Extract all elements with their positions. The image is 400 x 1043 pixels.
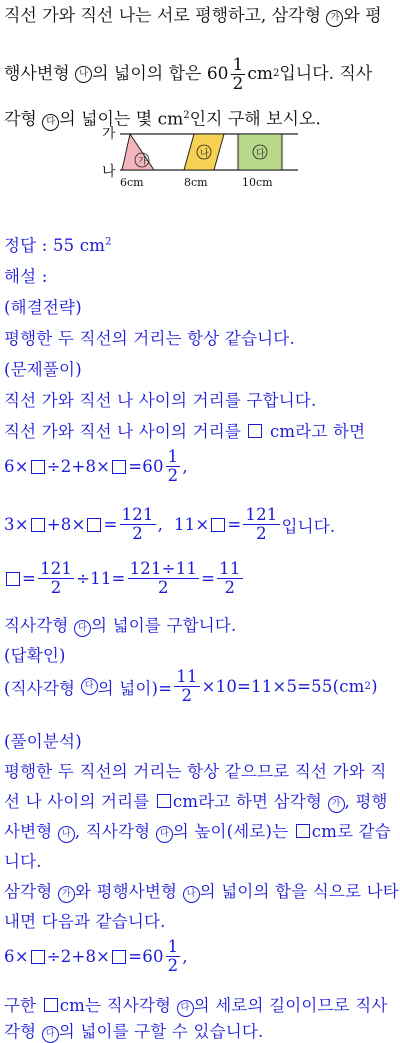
question-line3a: 각형 xyxy=(4,109,37,130)
check-part-c: ×10=11×5=55(cm xyxy=(201,677,365,696)
an8-part-c: 의 세로의 길이이므로 직사 xyxy=(193,996,388,1015)
unknown-box xyxy=(31,460,45,474)
eq2-num: 121 xyxy=(121,505,154,524)
equation-2 xyxy=(4,506,335,543)
rect-area-text-b: 의 넓이를 구합니다. xyxy=(91,616,237,635)
an8-part-b: cm는 직사각형 xyxy=(59,996,172,1015)
eq1-den: 2 xyxy=(167,466,179,485)
circle-label-da: 다 xyxy=(74,620,91,637)
unknown-box xyxy=(296,824,310,838)
an7-num: 1 xyxy=(167,937,179,956)
unknown-box xyxy=(31,950,45,964)
circle-label-na: 나 xyxy=(75,66,92,83)
unknown-box xyxy=(112,950,126,964)
an3-part-b: , 직사각형 xyxy=(74,822,151,841)
unknown-box xyxy=(6,572,20,586)
unknown-box xyxy=(157,794,171,808)
question-line2b: 의 넓이의 합은 xyxy=(92,64,202,84)
rect-area-text-a: 직사각형 xyxy=(4,616,69,635)
question-line3c: 인지 구해 보시오. xyxy=(189,109,321,130)
an5-part-a: 삼각형 xyxy=(4,882,53,901)
eq3-den3: 2 xyxy=(224,578,236,597)
an7-end: , xyxy=(182,947,188,966)
eq2-part-g: 입니다. xyxy=(281,516,336,536)
analysis-line4: 니다. xyxy=(4,852,42,871)
an5-part-b: 와 평행사변형 xyxy=(74,882,178,901)
answer-unit-sq: 2 xyxy=(105,236,112,248)
triangle-base-dim: 6cm xyxy=(120,176,144,189)
unknown-box xyxy=(31,518,45,532)
circle-label-na: 나 xyxy=(183,886,200,903)
parallelogram-label: 나 xyxy=(200,149,209,159)
unknown-box xyxy=(248,424,262,438)
solve-line2b: cm라고 하면 xyxy=(269,422,366,441)
question-unit: cm xyxy=(157,109,184,130)
an7-part-c: = xyxy=(128,947,143,966)
parallel-lines-figure xyxy=(100,126,300,190)
eq3-part-a: = xyxy=(22,569,37,588)
check-part-a: (직사각형 xyxy=(4,678,76,698)
eq2-part-d: , 11× xyxy=(157,515,210,534)
answer-unit: cm xyxy=(79,236,106,255)
analysis-equation xyxy=(4,938,188,975)
parallelogram-base-dim: 8cm xyxy=(184,176,208,189)
eq1-end: , xyxy=(182,457,188,476)
analysis-line6: 내면 다음과 같습니다. xyxy=(4,912,166,931)
rectangle-base-dim: 10cm xyxy=(242,176,273,189)
an3-part-c: 의 높이(세로)는 xyxy=(172,822,289,841)
circle-label-ga: 가 xyxy=(328,796,345,813)
check-den: 2 xyxy=(181,686,193,705)
question-line2c: 입니다. 직사 xyxy=(279,64,373,84)
circle-label-da: 다 xyxy=(42,1026,59,1043)
question-line1: 직선 가와 직선 나는 서로 평행하고, 삼각형 xyxy=(4,6,322,26)
answer-label: 정답 : xyxy=(4,236,48,255)
unknown-box xyxy=(112,460,126,474)
line-ga-label: 가 xyxy=(102,126,116,142)
answer-line xyxy=(4,232,112,256)
eq3-part-b: ÷11= xyxy=(76,569,126,588)
circle-label-da: 다 xyxy=(156,826,173,843)
eq1-part-c: = xyxy=(128,457,143,476)
unknown-box xyxy=(211,518,225,532)
eq3-num3: 11 xyxy=(219,559,241,578)
eq3-den2: 2 xyxy=(157,578,169,597)
an8-part-a: 구한 xyxy=(4,996,37,1015)
analysis-heading: (풀이분석) xyxy=(4,732,82,751)
eq1-whole: 60 xyxy=(142,457,164,476)
rect-area-line xyxy=(4,612,236,637)
analysis-line2 xyxy=(4,788,388,813)
circle-label-da: 다 xyxy=(177,1000,194,1017)
an2-part-c: , 평행 xyxy=(344,792,388,811)
an2-part-a: 선 나 사이의 거리를 xyxy=(4,792,150,811)
unknown-box xyxy=(87,518,101,532)
eq2-part-c: = xyxy=(103,515,118,534)
question-line1b: 와 평 xyxy=(343,6,382,26)
area-den: 2 xyxy=(232,73,244,94)
circle-label-ga: 가 xyxy=(58,886,75,903)
eq3-num2: 121÷11 xyxy=(129,559,198,578)
solve-line2 xyxy=(4,418,365,442)
question-line2a: 행사변형 xyxy=(4,64,70,84)
circle-label-na: 나 xyxy=(58,826,75,843)
check-equation xyxy=(4,668,378,705)
strategy-heading: (해결전략) xyxy=(4,298,82,317)
area-unit: cm xyxy=(247,64,273,84)
eq2-f-num: 121 xyxy=(245,505,278,524)
an7-part-a: 6× xyxy=(4,947,29,966)
solve-line1: 직선 가와 직선 나 사이의 거리를 구합니다. xyxy=(4,391,317,410)
equation-1 xyxy=(4,448,188,485)
eq2-part-e: = xyxy=(227,515,242,534)
an3-part-a: 사변형 xyxy=(4,822,53,841)
triangle-label: 가 xyxy=(138,157,147,167)
question-unit-sq: 2 xyxy=(183,110,190,121)
eq2-part-a: 3× xyxy=(4,515,29,534)
analysis-line3 xyxy=(4,818,391,843)
solve-line2a: 직선 가와 직선 나 사이의 거리를 xyxy=(4,422,242,441)
equation-3 xyxy=(4,560,245,597)
unknown-box xyxy=(44,998,58,1012)
analysis-line8 xyxy=(4,992,388,1017)
solve-heading: (문제풀이) xyxy=(4,360,82,379)
eq2-den: 2 xyxy=(132,524,143,543)
an7-whole: 60 xyxy=(142,947,164,966)
circle-label-da: 다 xyxy=(42,114,59,131)
an7-den: 2 xyxy=(167,956,179,975)
analysis-line1: 평행한 두 직선의 거리는 항상 같으므로 직선 가와 직 xyxy=(4,762,387,781)
eq3-num1: 121 xyxy=(40,559,73,578)
eq2-part-b: +8× xyxy=(46,515,86,534)
eq2-f-den: 2 xyxy=(256,524,267,543)
an9-part-a: 각형 xyxy=(4,1022,37,1041)
area-unit-sq: 2 xyxy=(272,68,280,79)
line-na-label: 나 xyxy=(102,164,116,180)
check-part-d: ) xyxy=(371,677,378,696)
strategy-text: 평행한 두 직선의 거리는 항상 같습니다. xyxy=(4,329,295,348)
an2-part-b: cm라고 하면 삼각형 xyxy=(172,792,323,811)
check-part-b: 의 넓이)= xyxy=(97,678,173,698)
analysis-line9 xyxy=(4,1018,264,1043)
circle-label-da: 다 xyxy=(81,678,98,695)
area-num: 1 xyxy=(232,54,244,75)
answer-value: 55 xyxy=(52,236,75,255)
eq3-den1: 2 xyxy=(50,578,62,597)
question-line3b: 의 넓이는 몇 xyxy=(59,109,153,130)
an9-part-b: 의 넓이를 구할 수 있습니다. xyxy=(58,1022,264,1041)
check-num: 11 xyxy=(176,667,198,686)
area-whole: 60 xyxy=(206,64,229,84)
check-heading: (답확인) xyxy=(4,646,66,665)
area-mixed-number xyxy=(207,56,247,93)
check-sq: 2 xyxy=(364,681,372,692)
question-text xyxy=(4,4,396,134)
eq1-part-a: 6× xyxy=(4,457,29,476)
an3-part-d: cm로 같습 xyxy=(311,822,391,841)
eq1-num: 1 xyxy=(167,447,179,466)
explanation-label: 해설 : xyxy=(4,267,48,286)
eq1-part-b: ÷2+8× xyxy=(46,457,111,476)
eq3-part-c: = xyxy=(201,569,216,588)
an5-part-c: 의 넓이의 합을 식으로 나타 xyxy=(199,882,399,901)
analysis-line5 xyxy=(4,878,399,903)
rectangle-label: 다 xyxy=(256,149,265,159)
circle-label-ga: 가 xyxy=(326,10,343,27)
an7-part-b: ÷2+8× xyxy=(46,947,111,966)
